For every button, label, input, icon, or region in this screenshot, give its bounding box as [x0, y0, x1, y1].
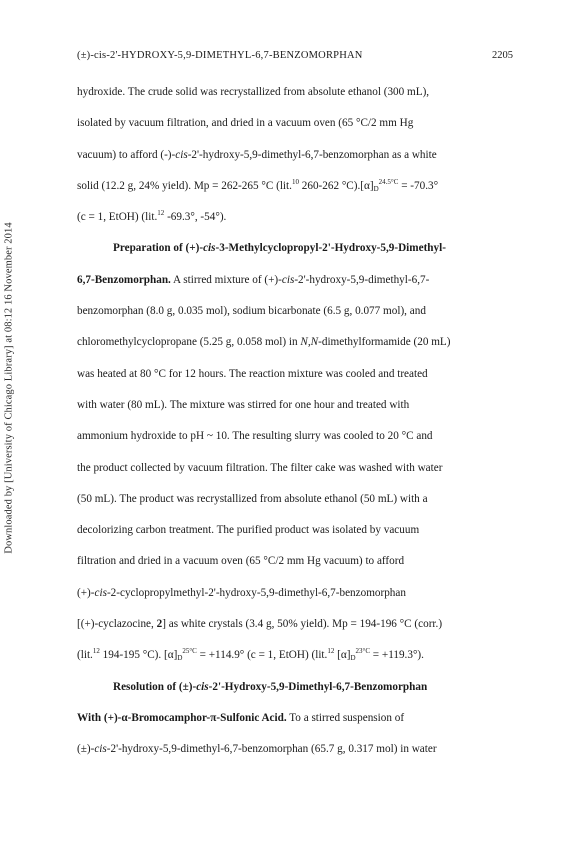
paragraph-line — [77, 617, 522, 648]
paragraph-line — [77, 148, 522, 179]
text-run: benzomorphan (8.0 g, 0.035 mol), sodium bicarbonate (6.5 g, 0.077 mol), and — [77, 305, 426, 318]
paragraph-line — [77, 523, 522, 554]
text-run: was heated at 80 °C for 12 hours. The reaction mixture was cooled and treated — [77, 367, 428, 380]
text-run: chloromethylcyclopropane (5.25 g, 0.058 mol) in — [77, 336, 301, 349]
running-header — [77, 50, 513, 66]
text-run: ammonium hydroxide to pH ~ 10. The resulting slurry was cooled to 20 °C and — [77, 430, 433, 443]
heading-run: -2'-Hydroxy-5,9-Dimethyl-6,7-Benzomorphan — [208, 680, 428, 693]
text-run: [α] — [334, 649, 351, 662]
paragraph-line — [77, 554, 522, 585]
text-run: -dimethylformamide (20 mL) — [318, 336, 451, 349]
text-run: the product collected by vacuum filtration. The filter cake was washed with water — [77, 461, 443, 474]
temperature-superscript: 24.5°C — [378, 177, 399, 186]
reference-superscript: 12 — [327, 647, 335, 656]
text-run: hydroxide. The crude solid was recrystallized from absolute ethanol (300 mL), — [77, 86, 430, 98]
italic-run: cis — [94, 586, 107, 599]
reference-superscript: 12 — [92, 647, 100, 656]
italic-run: cis — [175, 148, 188, 161]
paragraph-line — [77, 398, 522, 429]
text-run: vacuum) to afford (-)- — [77, 148, 176, 161]
text-run: (50 mL). The product was recrystallized from absolute ethanol (50 mL) with a — [77, 492, 428, 505]
reference-superscript: 12 — [157, 209, 165, 218]
temperature-superscript: 23°C — [355, 647, 370, 656]
text-run: with water (80 mL). The mixture was stirred for one hour and treated with — [77, 398, 410, 411]
paragraph-line — [77, 210, 522, 241]
text-run: -69.3°, -54°). — [164, 211, 227, 224]
text-run: To a stirred suspension of — [286, 711, 405, 724]
text-run: decolorizing carbon treatment. The purified product was isolated by vacuum — [77, 524, 420, 537]
section-heading-line — [77, 680, 522, 711]
text-run: 260-262 °C).[α] — [298, 179, 374, 192]
text-run: -2'-hydroxy-5,9-dimethyl-6,7- — [294, 273, 430, 286]
paragraph-line — [77, 85, 522, 116]
compound-number: 2 — [156, 618, 163, 631]
paragraph-line — [77, 335, 522, 366]
text-run: solid (12.2 g, 24% yield). Mp = 262-265 °C (lit. — [77, 179, 292, 192]
text-run: (c = 1, EtOH) (lit. — [77, 211, 158, 224]
text-run: isolated by vacuum filtration, and dried in a vacuum oven (65 °C/2 mm Hg — [77, 117, 414, 130]
paragraph-line — [77, 711, 522, 742]
paragraph-line — [77, 179, 522, 210]
section-heading-line — [77, 241, 522, 272]
text-run: [(+)-cyclazocine, — [77, 618, 157, 631]
running-title: (±)-cis-2'-HYDROXY-5,9-DIMETHYL-6,7-BENZOMORPHAN — [77, 50, 363, 61]
text-run: (±)- — [77, 743, 95, 756]
paragraph-line — [77, 429, 522, 460]
paragraph-line — [77, 116, 522, 147]
paragraph-line — [77, 648, 522, 679]
paragraph-line — [77, 461, 522, 492]
paragraph-line — [77, 304, 522, 335]
text-run: = +114.9° (c = 1, EtOH) (lit. — [196, 649, 328, 662]
italic-run: N,N — [300, 336, 319, 349]
paragraph-line — [77, 586, 522, 617]
italic-run: cis — [281, 273, 295, 286]
text-run: (lit. — [77, 649, 93, 662]
heading-run: Resolution of (±)- — [113, 680, 197, 693]
text-run: filtration and dried in a vacuum oven (65 °C/2 mm Hg vacuum) to afford — [77, 555, 405, 568]
paragraph-line — [77, 273, 522, 304]
heading-run: With (+)-α-Bromocamphor-π-Sulfonic Acid. — [77, 711, 287, 724]
paragraph-line — [77, 742, 522, 773]
page-number: 2205 — [492, 50, 513, 61]
text-run: -2-cyclopropylmethyl-2'-hydroxy-5,9-dimethyl-6,7-benzomorphan — [106, 586, 406, 599]
text-run: = -70.3° — [398, 179, 439, 192]
paragraph-line — [77, 367, 522, 398]
text-run: ] as white crystals (3.4 g, 50% yield). Mp = 194-196 °C (corr.) — [162, 618, 443, 631]
text-run: (+)- — [77, 586, 95, 599]
temperature-superscript: 25°C — [182, 647, 197, 656]
heading-italic-run: cis — [196, 680, 209, 693]
heading-italic-run: cis — [203, 242, 216, 255]
text-run: 194-195 °C). [α] — [99, 649, 178, 662]
subscript: D — [373, 184, 379, 193]
italic-run: cis — [94, 743, 107, 756]
heading-run: 6,7-Benzomorphan. — [77, 273, 171, 286]
download-watermark-text: Downloaded by [University of Chicago Library] at 08:12 16 November 2014 — [3, 222, 15, 554]
text-run: A stirred mixture of (+)- — [170, 273, 282, 286]
heading-run: -3-Methylcyclopropyl-2'-Hydroxy-5,9-Dimethyl- — [215, 242, 446, 255]
subscript: D — [177, 654, 183, 663]
subscript: D — [350, 654, 356, 663]
download-watermark — [2, 128, 16, 648]
text-run: -2'-hydroxy-5,9-dimethyl-6,7-benzomorphan as a white — [187, 148, 437, 161]
paragraph-line — [77, 492, 522, 523]
text-run: -2'-hydroxy-5,9-dimethyl-6,7-benzomorphan (65.7 g, 0.317 mol) in water — [106, 743, 437, 756]
heading-run: Preparation of (+)- — [113, 242, 204, 255]
text-run: = +119.3°). — [369, 649, 424, 662]
article-body — [77, 85, 522, 774]
reference-superscript: 10 — [291, 177, 299, 186]
